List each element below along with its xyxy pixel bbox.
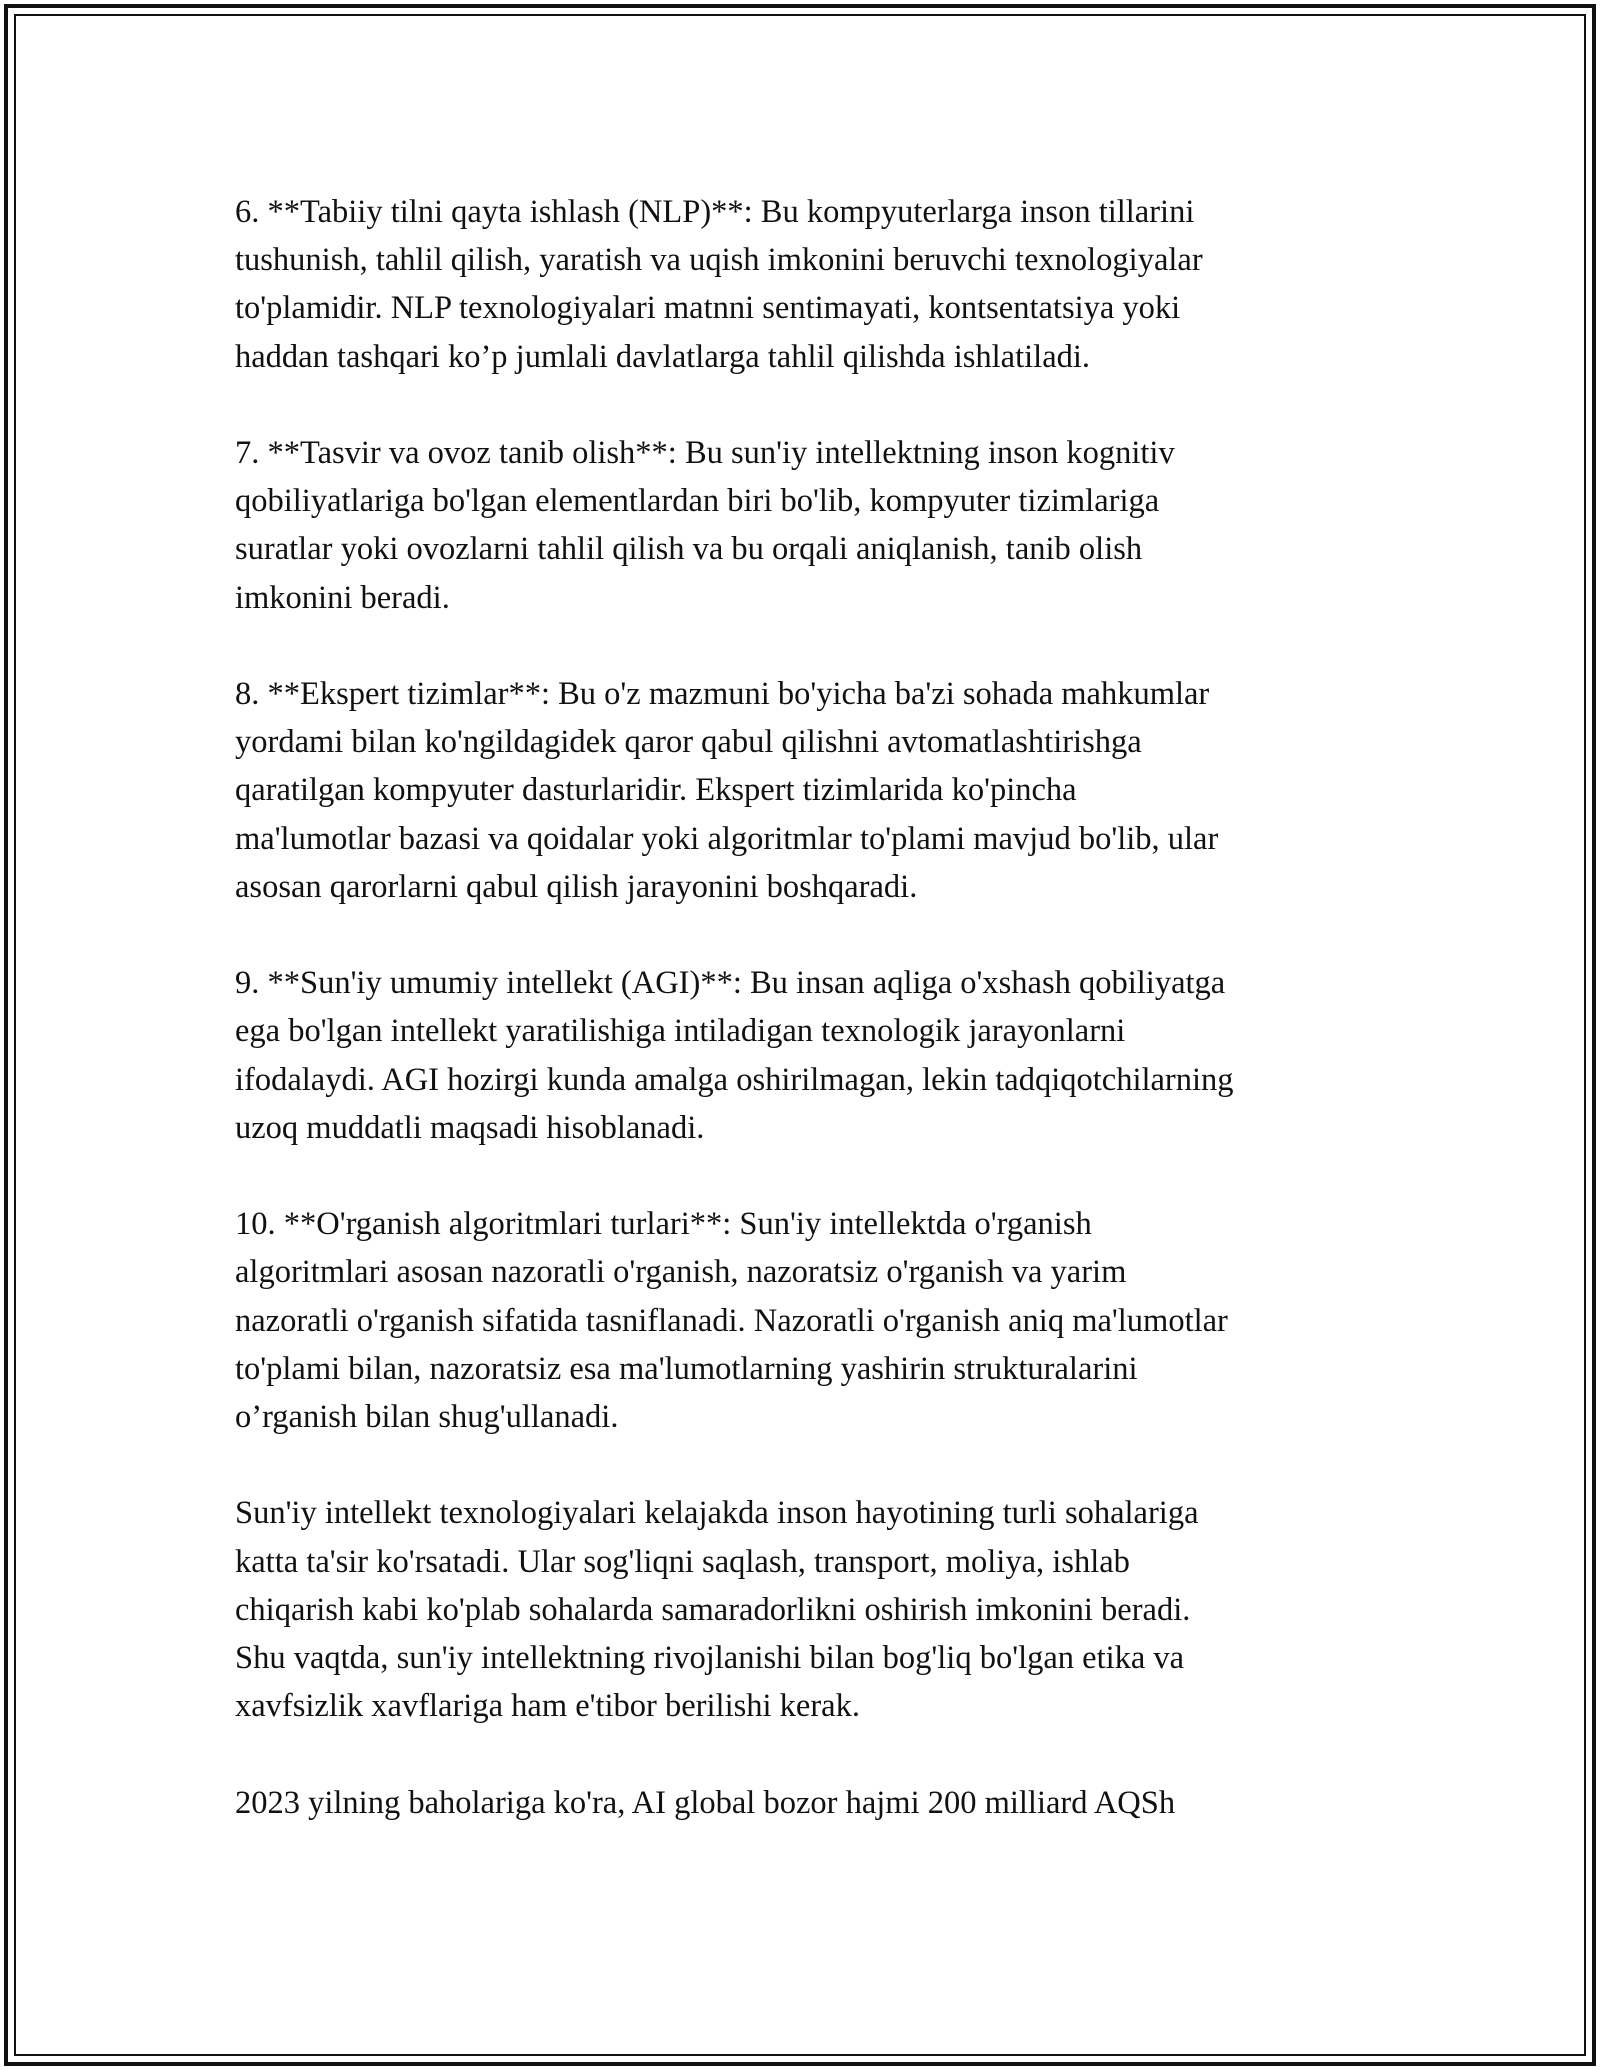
paragraph-learning-algorithms: 10. **O'rganish algoritmlari turlari**: Sun'iy intellektda o'rganish algoritmlari asosan nazoratli o'rganish, nazoratsiz o'rganish va yarim nazoratli o'rganish sifatida tasniflanadi. Nazoratli o'rganish aniq ma'lumotlar to'plami bilan, nazoratsiz esa ma'lumotlarning yashirin strukturalarini o’rganish bilan shug'ullanadi.: [235, 1206, 1228, 1436]
paragraph-ai-future-impact: Sun'iy intellekt texnologiyalari kelajakda inson hayotining turli sohalariga katta ta'sir ko'rsatadi. Ular sog'liqni saqlash, transport, moliya, ishlab chiqarish kabi ko'plab sohalarda samaradorlikni oshirish imkonini beradi. Shu vaqtda, sun'iy intellektning rivojlanishi bilan bog'liq bo'lgan etika va xavfsizlik xavflariga ham e'tibor berilishi kerak.: [235, 1495, 1199, 1725]
paragraph-market-size: 2023 yilning baholariga ko'ra, AI global bozor hajmi 200 milliard AQSh: [235, 1784, 1176, 1821]
paragraph-agi: 9. **Sun'iy umumiy intellekt (AGI)**: Bu insan aqliga o'xshash qobiliyatga ega bo'lgan intellekt yaratilishiga intiladigan texnologik jarayonlarni ifodalaydi. AGI hozirgi kunda amalga oshirilmagan, lekin tadqiqotchilarning uzoq muddatli maqsadi hisoblanadi.: [235, 965, 1234, 1146]
paragraph-nlp: 6. **Tabiiy tilni qayta ishlash (NLP)**: Bu kompyuterlarga inson tillarini tushunish, tahlil qilish, yaratish va uqish imkonini beruvchi texnologiyalar to'plamidir. NLP texnologiyalari matnni sentimayati, kontsentatsiya yoki haddan tashqari ko’p jumlali davlatlarga tahlil qilishda ishlatiladi.: [235, 194, 1203, 375]
paragraph-expert-systems: 8. **Ekspert tizimlar**: Bu o'z mazmuni bo'yicha ba'zi sohada mahkumlar yordami bilan ko'ngildagidek qaror qabul qilishni avtomatlashtirishga qaratilgan kompyuter dasturlaridir. Ekspert tizimlarida ko'pincha ma'lumotlar bazasi va qoidalar yoki algoritmlar to'plami mavjud bo'lib, ular asosan qarorlarni qabul qilish jarayonini boshqaradi.: [235, 676, 1219, 905]
paragraph-image-voice-recognition: 7. **Tasvir va ovoz tanib olish**: Bu sun'iy intellektning inson kognitiv qobiliyatlariga bo'lgan elementlardan biri bo'lib, kompyuter tizimlariga suratlar yoki ovozlarni tahlil qilish va bu orqali aniqlanish, tanib olish imkonini beradi.: [235, 435, 1175, 616]
document-body: [235, 188, 1375, 1875]
